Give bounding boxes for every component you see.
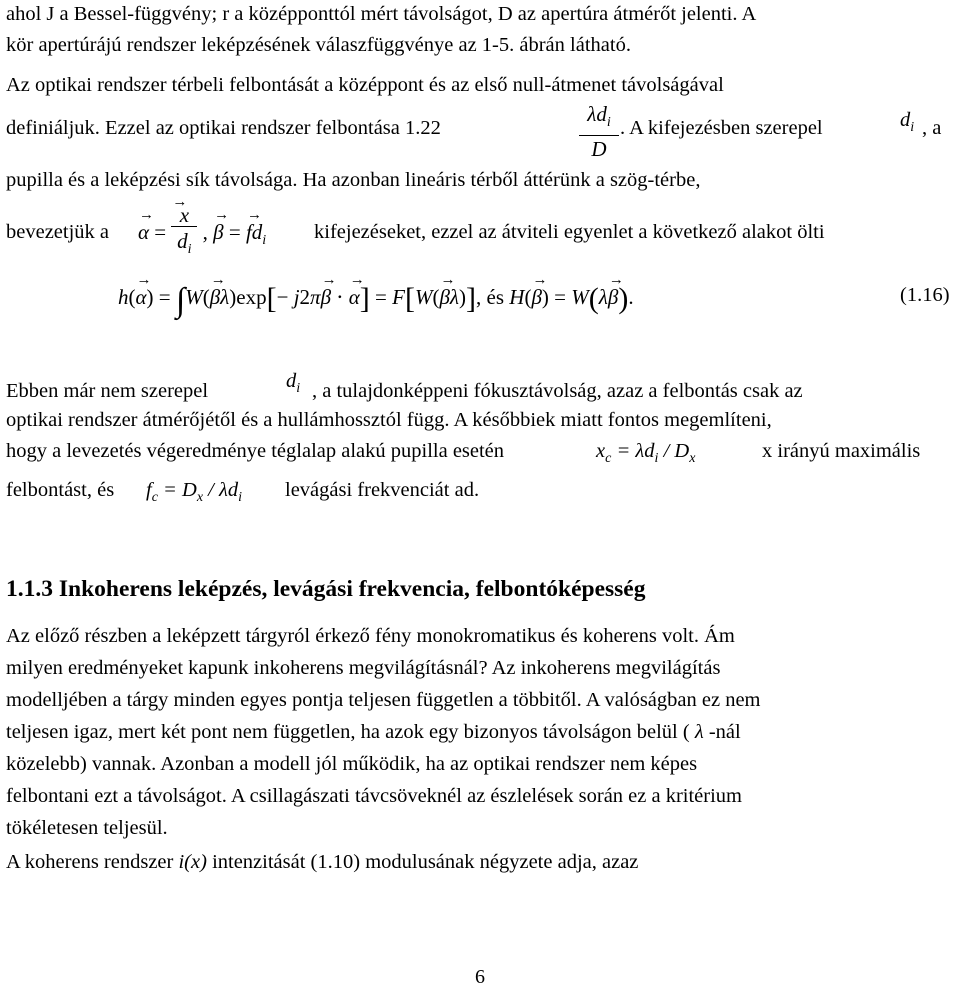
text-line <box>6 73 724 97</box>
line-text: . A kifejezésben szerepel <box>620 117 823 139</box>
text-line <box>6 2 954 26</box>
section-heading: 1.1.3 Inkoherens leképzés, levágási frekvencia, felbontóképesség <box>6 576 646 602</box>
math-symbol: $d_i$ <box>900 109 915 135</box>
math-expression: i(x) <box>178 851 207 873</box>
text-line <box>6 850 638 874</box>
text-line <box>312 379 803 403</box>
equals-sign: = <box>228 220 246 244</box>
text-line <box>6 624 954 648</box>
fraction-denominator: D <box>591 137 607 161</box>
x-vector: → x <box>171 204 197 227</box>
line-text: x irányú maximális <box>762 440 921 462</box>
text-line <box>6 116 441 140</box>
line-text: intenzitását (1.10) modulusának négyzete adja, azaz <box>212 851 639 873</box>
line-text: , a tulajdonképpeni fókusztávolság, azaz a felbontás csak az <box>312 380 803 402</box>
line-text: Ebben már nem szerepel <box>6 380 209 402</box>
text-line <box>285 478 479 502</box>
line-text: felbontani ezt a távolságot. A csillagászati távcsöveknél az észlelések során ez a kritérium <box>6 785 742 807</box>
text-line <box>6 379 208 403</box>
line-text: Az optikai rendszer térbeli felbontását a középpont és az első null-átmenet távolságával <box>6 74 724 96</box>
text-line <box>6 168 954 192</box>
line-text: kifejezéseket, ezzel az átviteli egyenlet a következő alakot ölti <box>314 221 825 243</box>
line-text: definiáljuk. Ezzel az optikai rendszer felbontása 1.22 <box>6 117 441 139</box>
angle-definitions <box>138 204 266 264</box>
math-symbol: $d_i$ <box>286 370 301 396</box>
eq-and-word: és <box>486 285 505 309</box>
line-text: -nál <box>708 721 741 743</box>
math-expression: $f_c = D_x / \lambda d_i$ <box>146 479 242 505</box>
text-line <box>6 478 114 502</box>
line-text: bevezetjük a <box>6 221 110 243</box>
text-line <box>6 688 954 712</box>
line-text: A koherens rendszer <box>6 851 174 873</box>
line-text: teljesen igaz, mert két pont nem független, ha azok egy bizonyos távolságon belül ( <box>6 721 690 743</box>
text-line <box>6 816 168 840</box>
d-i-symbol: $d_i$ <box>251 220 267 248</box>
alpha-vector: → α <box>138 220 149 245</box>
line-text: pupilla és a leképzési sík távolsága. Ha azonban lineáris térből áttérünk a szög-térbe, <box>6 169 701 191</box>
line-text: milyen eredményeket kapunk inkoherens megvilágításnál? Az inkoherens megvilágítás <box>6 657 721 679</box>
text-line <box>6 220 109 244</box>
text-line <box>620 116 823 140</box>
text-line <box>6 33 631 57</box>
line-text: optikai rendszer átmérőjétől és a hullámhossztól függ. A későbbiek miatt fontos megemlíteni, <box>6 409 772 431</box>
line-text: felbontást, és <box>6 479 115 501</box>
comma: , <box>202 220 214 244</box>
text-line <box>6 439 504 463</box>
beta-vector: → β <box>213 220 223 245</box>
text-line <box>922 116 941 140</box>
text-line <box>6 752 954 776</box>
lambda-symbol: λ <box>694 721 704 743</box>
f-vector: → f <box>246 220 252 245</box>
d-i-symbol: $d_i$ <box>177 229 192 257</box>
text-line <box>314 220 825 244</box>
line-text: ahol J a Bessel-függvény; r a középponttól mért távolságot, D az apertúra átmérőt jelenti. A <box>6 3 757 25</box>
equation-1-16: h(→ α) = ∫W(→ βλ)exp[− j2π→ β ⋅ → α] = F[W(→ βλ)], és H(→ β) = W(λ→ β). <box>118 282 634 320</box>
line-text: közelebb) vannak. Azonban a modell jól működik, ha az optikai rendszer nem képes <box>6 753 698 775</box>
line-text: levágási frekvenciát ad. <box>285 479 480 501</box>
text-line <box>6 656 954 680</box>
line-text: tökéletesen teljesül. <box>6 817 168 839</box>
text-line <box>6 720 741 744</box>
equals-sign: = <box>154 220 172 244</box>
equation-number: (1.16) <box>900 284 950 306</box>
text-line <box>6 408 954 432</box>
line-text: , a <box>922 117 942 139</box>
page-number: 6 <box>475 966 485 988</box>
fraction-numerator: $\lambda d_i$ <box>579 102 619 136</box>
line-text: Az előző részben a leképzett tárgyról érkező fény monokromatikus és koherens volt. Ám <box>6 625 735 647</box>
math-expression: $x_c = \lambda d_i / D_x$ <box>596 440 696 466</box>
line-text: hogy a levezetés végeredménye téglalap alakú pupilla esetén <box>6 440 505 462</box>
x-over-d-fraction <box>171 204 197 264</box>
resolution-fraction <box>579 102 619 162</box>
text-line <box>6 784 954 808</box>
line-text: kör apertúrájú rendszer leképzésének válaszfüggvénye az 1-5. ábrán látható. <box>6 34 631 56</box>
text-line <box>762 439 920 463</box>
line-text: modelljében a tárgy minden egyes pontja teljesen független a többitől. A valóságban ez nem <box>6 689 761 711</box>
